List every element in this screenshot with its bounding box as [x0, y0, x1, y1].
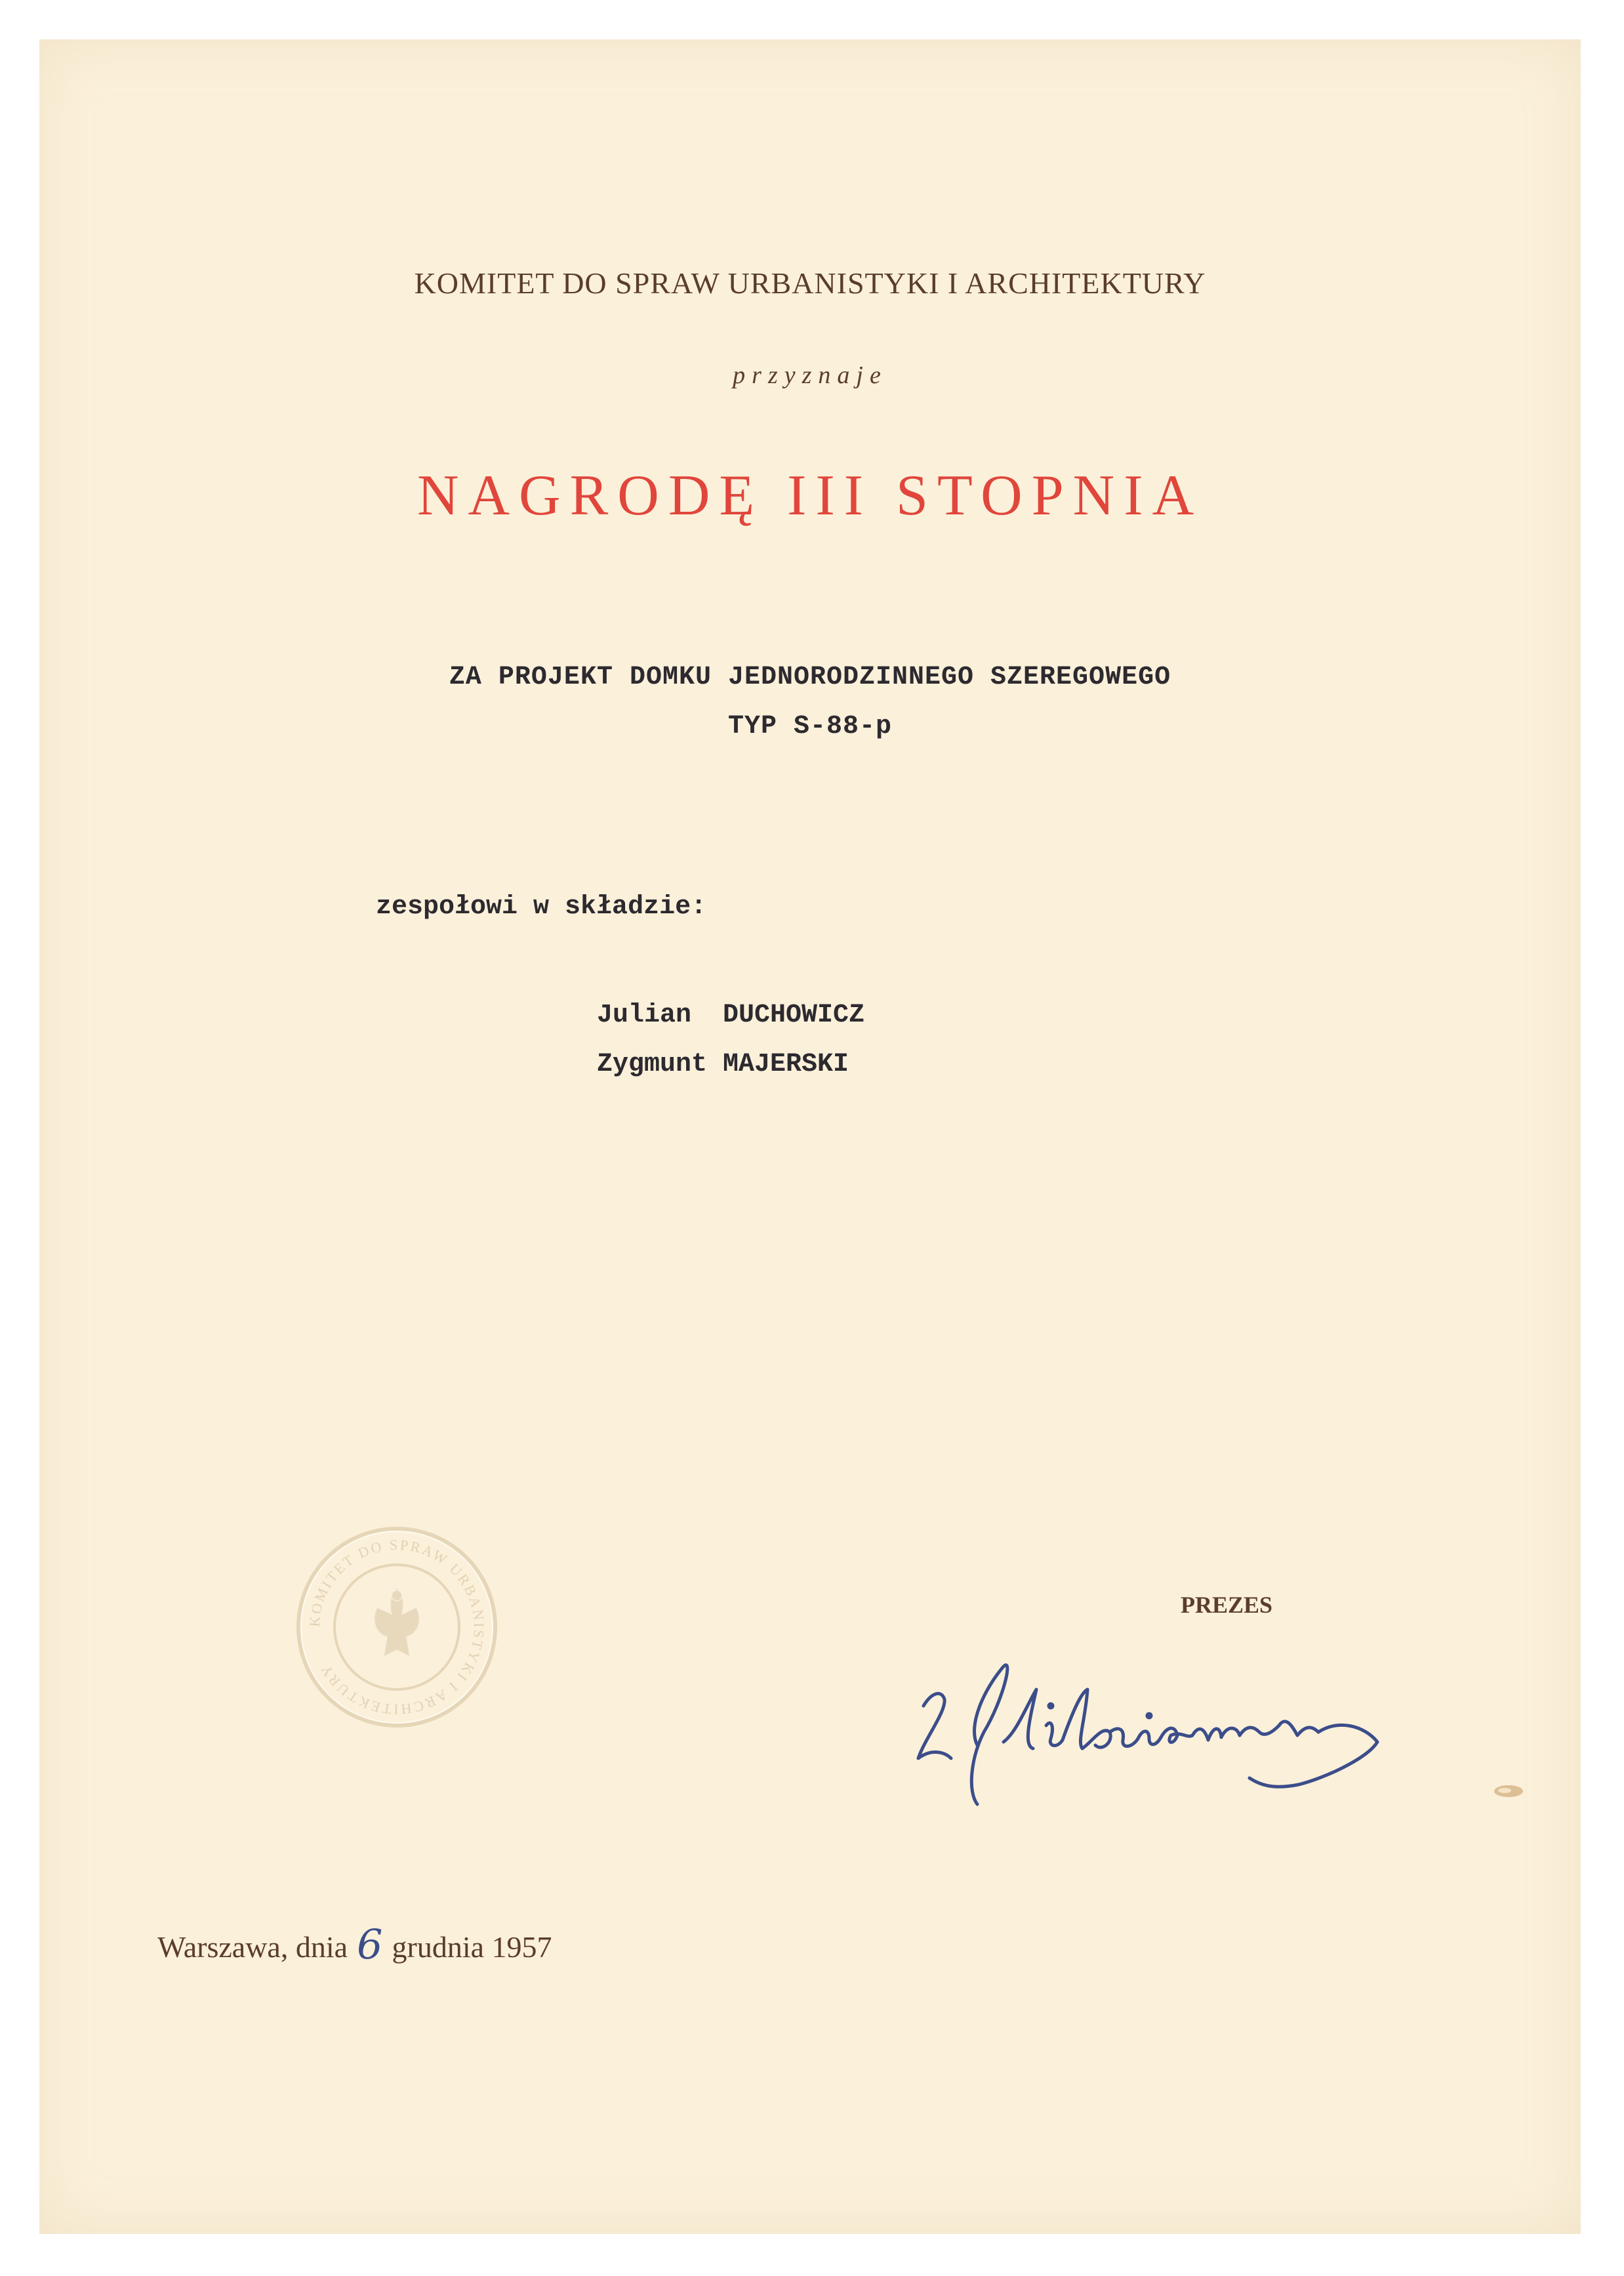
signature	[905, 1627, 1430, 1837]
issuer-heading: KOMITET DO SPRAW URBANISTYKI I ARCHITEKTURY	[414, 266, 1206, 300]
seal-text: KOMITET DO SPRAW URBANISTYKI I ARCHITEKTURY	[306, 1536, 488, 1718]
project-type: TYP S-88-p	[727, 712, 893, 741]
paper-stain	[1482, 1778, 1535, 1804]
certificate-paper	[39, 39, 1581, 2234]
team-label: zespołowi w składzie:	[376, 892, 707, 922]
team-member: Julian DUCHOWICZ	[597, 1001, 865, 1030]
award-verb: przyznaje	[733, 362, 887, 389]
signatory-role: PREZES	[1181, 1592, 1273, 1618]
place-and-date	[157, 1919, 552, 1967]
award-title: NAGRODĘ III STOPNIA	[416, 464, 1204, 528]
embossed-seal	[292, 1522, 502, 1732]
date-prefix: Warszawa, dnia	[157, 1930, 348, 1964]
team-member: Zygmunt MAJERSKI	[597, 1050, 849, 1079]
project-description: ZA PROJEKT DOMKU JEDNORODZINNEGO SZEREGOWEGO	[449, 663, 1171, 692]
eagle-emblem-icon	[375, 1588, 420, 1657]
date-suffix: grudnia 1957	[392, 1930, 552, 1964]
date-day-handwritten: 6	[357, 1920, 383, 1968]
